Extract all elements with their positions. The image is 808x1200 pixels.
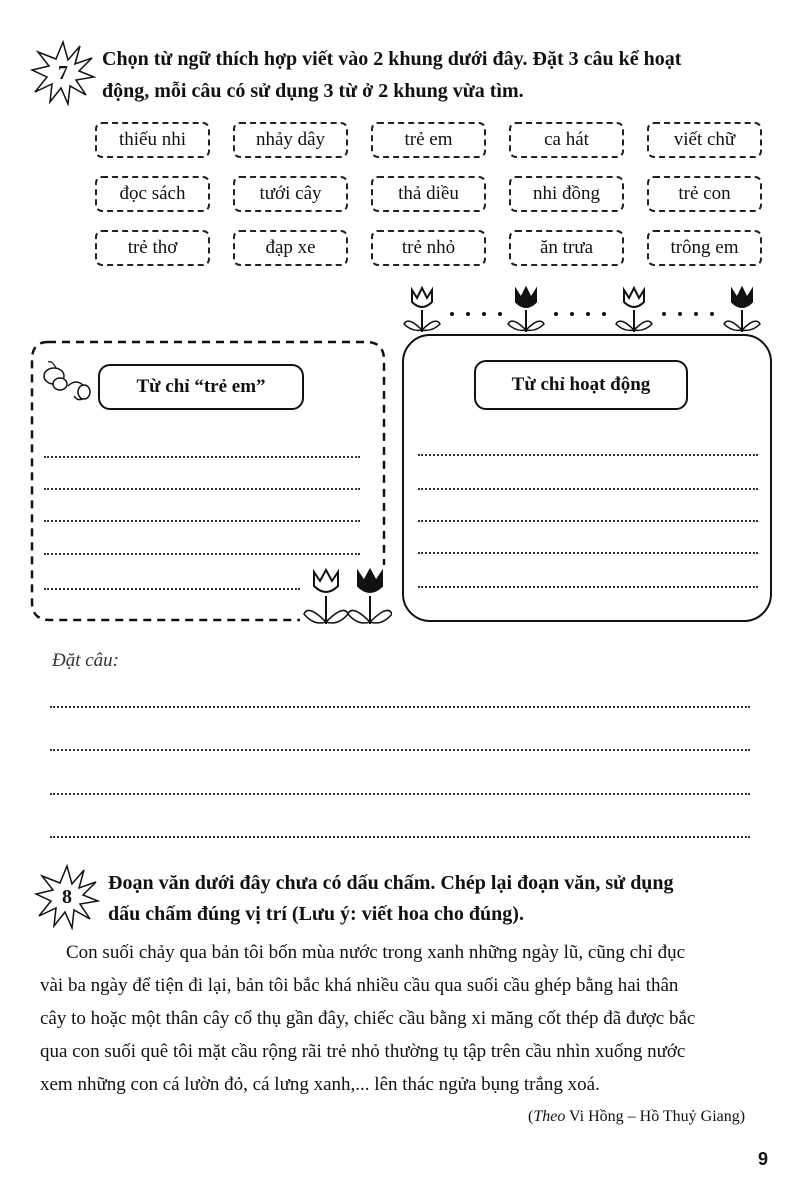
answer-line[interactable] bbox=[44, 488, 360, 490]
paragraph-line: xem những con cá lườn đỏ, cá lưng xanh,... lên thác ngửa bụng trắng xoá. bbox=[40, 1074, 600, 1095]
source-authors: Vi Hồng – Hồ Thuỷ Giang) bbox=[565, 1108, 746, 1125]
exercise-8-badge bbox=[34, 864, 100, 930]
word-box: trẻ nhỏ bbox=[371, 230, 486, 266]
sentence-label: Đặt câu: bbox=[52, 650, 120, 671]
answer-line[interactable] bbox=[44, 456, 360, 458]
exercise-7-number: 7 bbox=[58, 61, 68, 84]
children-words-title: Từ chỉ “trẻ em” bbox=[98, 364, 304, 410]
tulip-border-decoration bbox=[400, 286, 770, 336]
word-box: thiếu nhi bbox=[95, 122, 210, 158]
word-box: ca hát bbox=[509, 122, 624, 158]
word-box: nhi đồng bbox=[509, 176, 624, 212]
sentence-line[interactable] bbox=[50, 836, 750, 838]
paragraph-line: Con suối chảy qua bản tôi bốn mùa nước trong xanh những ngày lũ, cũng chỉ đục bbox=[66, 942, 686, 963]
answer-line[interactable] bbox=[418, 586, 758, 588]
paragraph-line: cây to hoặc một thân cây cổ thụ gần đây, chiếc cầu bằng xi măng cốt thép đã được bắc bbox=[40, 1008, 696, 1029]
activity-words-title: Từ chỉ hoạt động bbox=[474, 360, 688, 410]
word-box: trẻ em bbox=[371, 122, 486, 158]
answer-line[interactable] bbox=[418, 454, 758, 456]
source-citation: (Theo Vi Hồng – Hồ Thuỷ Giang) bbox=[528, 1108, 746, 1125]
answer-line[interactable] bbox=[44, 588, 300, 590]
word-box: trông em bbox=[647, 230, 762, 266]
exercise-7-badge bbox=[30, 40, 96, 106]
word-box: đạp xe bbox=[233, 230, 348, 266]
word-box: viết chữ bbox=[647, 122, 762, 158]
word-box: ăn trưa bbox=[509, 230, 624, 266]
paragraph-line: vài ba ngày để tiện đi lại, bản tôi bắc khá nhiều cầu qua suối cầu ghép bằng hai thân bbox=[40, 975, 679, 996]
answer-line[interactable] bbox=[418, 552, 758, 554]
tulip-icon bbox=[304, 570, 348, 624]
word-box: tưới cây bbox=[233, 176, 348, 212]
answer-line[interactable] bbox=[418, 520, 758, 522]
tulip-icon bbox=[348, 570, 392, 624]
tulip-pair-decoration bbox=[302, 564, 392, 626]
answer-line[interactable] bbox=[44, 553, 360, 555]
answer-line[interactable] bbox=[44, 520, 360, 522]
paragraph-line: qua con suối quê tôi mặt cầu rộng rãi trẻ nhỏ thường tụ tập trên cầu nhìn xuống nước bbox=[40, 1041, 686, 1062]
sentence-line[interactable] bbox=[50, 793, 750, 795]
word-box: nhảy dây bbox=[233, 122, 348, 158]
exercise-7-instruction-line2: động, mỗi câu có sử dụng 3 từ ở 2 khung vừa tìm. bbox=[102, 80, 524, 102]
word-box: đọc sách bbox=[95, 176, 210, 212]
word-box: trẻ con bbox=[647, 176, 762, 212]
tulip-icon bbox=[508, 288, 544, 332]
source-prefix: Theo bbox=[533, 1108, 566, 1125]
exercise-8-instruction-line1: Đoạn văn dưới đây chưa có dấu chấm. Chép lại đoạn văn, sử dụng bbox=[108, 872, 674, 894]
exercise-8-number: 8 bbox=[62, 885, 72, 908]
sentence-line[interactable] bbox=[50, 749, 750, 751]
word-box: thả diều bbox=[371, 176, 486, 212]
word-box: trẻ thơ bbox=[95, 230, 210, 266]
tulip-icon bbox=[404, 288, 440, 332]
sentence-line[interactable] bbox=[50, 706, 750, 708]
tulip-icon bbox=[724, 288, 760, 332]
page-number: 9 bbox=[758, 1149, 769, 1169]
exercise-7-instruction-line1: Chọn từ ngữ thích hợp viết vào 2 khung dưới đây. Đặt 3 câu kể hoạt bbox=[102, 48, 682, 70]
answer-line[interactable] bbox=[418, 488, 758, 490]
tulip-icon bbox=[616, 288, 652, 332]
butterfly-icon bbox=[40, 358, 100, 404]
exercise-8-instruction-line2: dấu chấm đúng vị trí (Lưu ý: viết hoa cho đúng). bbox=[108, 903, 524, 925]
